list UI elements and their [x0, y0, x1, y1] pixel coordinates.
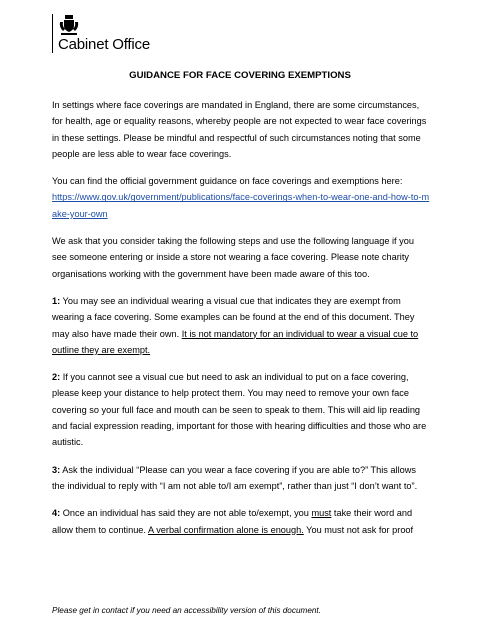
- cabinet-office-logo: [52, 14, 150, 53]
- step-number: 1:: [52, 295, 61, 306]
- paragraph-guidance: [52, 173, 430, 222]
- document-title: GUIDANCE FOR FACE COVERING EXEMPTIONS: [129, 70, 351, 81]
- step-text: Ask the individual “Please can you wear a face covering if you are able to?” This allows the individual to reply with “I am not able to/I am exempt”, rather than just “I don’t want to”.: [52, 464, 418, 491]
- step-number: 4:: [52, 508, 61, 519]
- paragraph-intro: In settings where face coverings are mandated in England, there are some circumstances, for health, age or equality reasons, whereby people are not expected to wear face coverings in these settings. Please be mindful and respectful of such circumstances noting that some people are less able to wear face coverings.: [52, 100, 427, 159]
- step-text: You must not ask for proof: [303, 524, 414, 535]
- step-text: You may see an individual wearing a visual cue that indicates they are exempt from wearing a face covering. Some examples can be found at the end of this document. They may also have made their own.: [52, 295, 415, 339]
- step-text: If you cannot see a visual cue but need to ask an individual to put on a face covering, please keep your distance to help protect them. You may need to remove your own face covering so your full face and mouth can be seen to speak to them. This will aid lip reading and facial expression reading, important for those with hearing difficulties and those who are autistic.: [52, 372, 427, 448]
- step-emphasis: must: [311, 508, 332, 519]
- paragraph-step-1: [52, 293, 430, 358]
- paragraph-step-3: [52, 462, 430, 495]
- guidance-text: You can find the official government guidance on face coverings and exemptions here:: [52, 176, 403, 187]
- step-number: 2:: [52, 372, 61, 383]
- paragraph-step-2: [52, 369, 430, 450]
- guidance-link[interactable]: https://www.gov.uk/government/publications/face-coverings-when-to-wear-one-and-how-to-make-your-own: [52, 192, 430, 219]
- step-text: take their word and allow them to continue.: [52, 508, 413, 535]
- step-emphasis: A verbal confirmation alone is enough.: [148, 524, 304, 535]
- paragraph-step-4: [52, 505, 430, 538]
- step-emphasis: It is not mandatory for an individual to wear a visual cue to outline they are exempt.: [52, 328, 419, 355]
- paragraph-steps-intro: We ask that you consider taking the following steps and use the following language if you see someone entering or inside a store not wearing a face covering. Please note charity organisations working with the government have been made aware of this too.: [52, 236, 414, 279]
- step-text: Once an individual has said they are not able to/exempt, you: [60, 508, 312, 519]
- document-body: [52, 97, 430, 549]
- step-number: 3:: [52, 464, 61, 475]
- footer-note: Please get in contact if you need an accessibility version of this document.: [52, 606, 321, 615]
- royal-coat-of-arms-icon: [58, 14, 80, 36]
- logo-text: Cabinet Office: [58, 36, 150, 53]
- logo-divider: [52, 14, 53, 53]
